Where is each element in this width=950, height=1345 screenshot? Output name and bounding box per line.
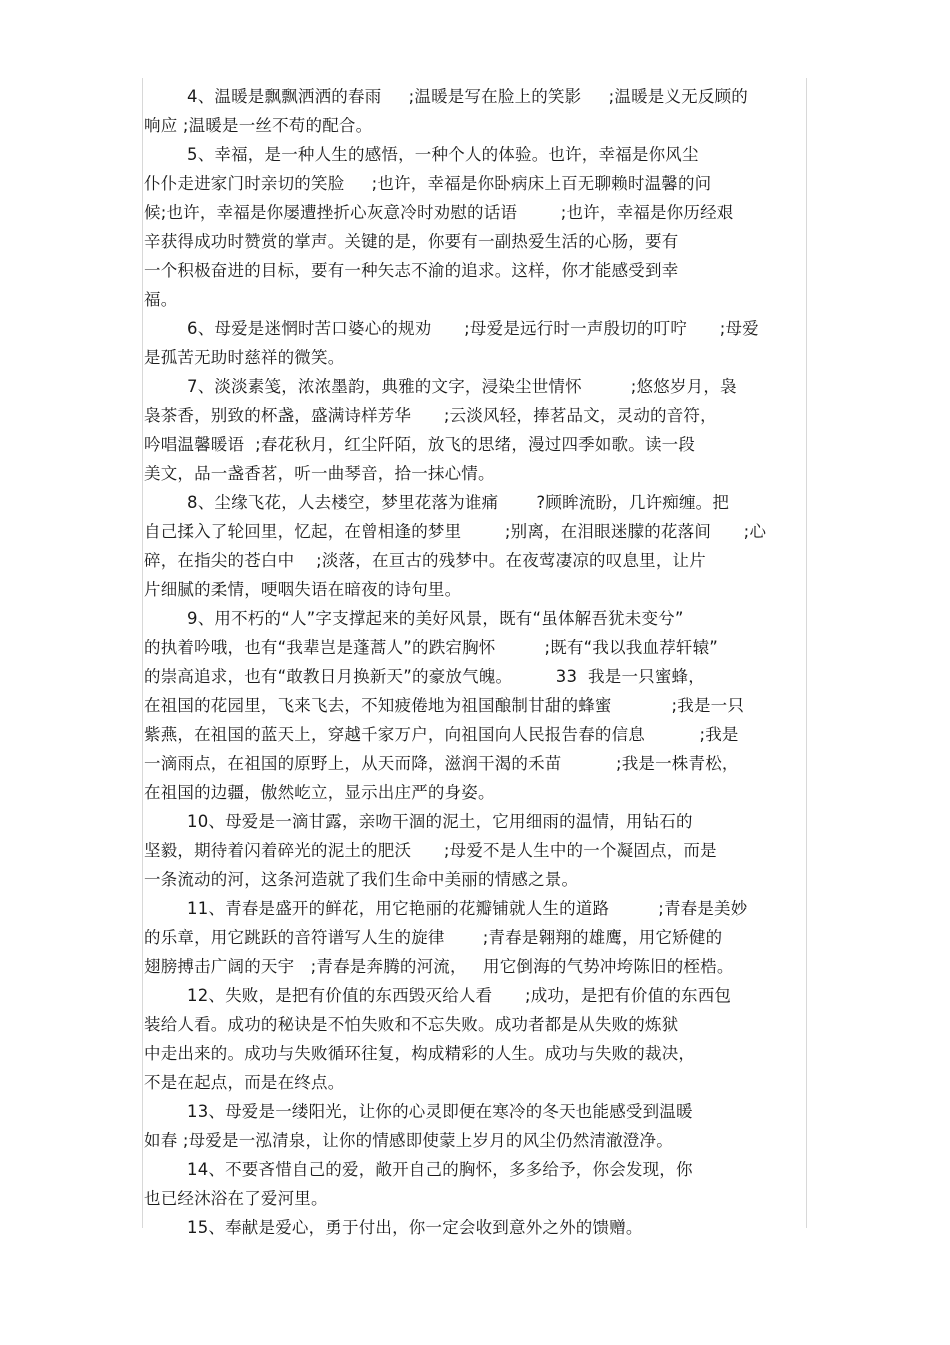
text-line: 12、失败，是把有价值的东西毁灭给人看 ;成功，是把有价值的东西包 <box>187 986 732 1005</box>
text-line: 7、淡淡素笺，浓浓墨韵，典雅的文字，浸染尘世情怀 ;悠悠岁月，袅 <box>187 377 737 396</box>
text-line: 10、母爱是一滴甘露，亲吻干涸的泥土，它用细雨的温情，用钻石的 <box>187 812 693 831</box>
text-line: 袅茶香，别致的杯盏，盛满诗样芳华 ;云淡风轻，捧茗品文，灵动的音符， <box>144 406 717 425</box>
text-line: 美文，品一盏香茗，听一曲琴音，拾一抹心情。 <box>144 464 495 483</box>
text-line: 一个积极奋进的目标，要有一种矢志不渝的追求。这样，你才能感受到幸 <box>144 261 679 280</box>
text-line: 13、母爱是一缕阳光，让你的心灵即便在寒冷的冬天也能感受到温暖 <box>187 1102 693 1121</box>
text-line: 一滴雨点，在祖国的原野上，从天而降，滋润干渴的禾苗 ;我是一株青松， <box>144 754 739 773</box>
text-line: 翅膀搏击广阔的天宇 ;青春是奔腾的河流， 用它倒海的气势冲垮陈旧的桎梏。 <box>144 957 734 976</box>
right-margin-rule <box>806 78 807 1228</box>
text-line: 辛获得成功时赞赏的掌声。关键的是，你要有一副热爱生活的心肠，要有 <box>144 232 679 251</box>
text-line: 8、尘缘飞花，人去楼空，梦里花落为谁痛 ?顾眸流盼，几许痴缠。把 <box>187 493 730 512</box>
text-line: 吟唱温馨暖语 ;春花秋月，红尘阡陌，放飞的思绪，漫过四季如歌。读一段 <box>144 435 696 454</box>
text-line: 11、青春是盛开的鲜花，用它艳丽的花瓣铺就人生的道路 ;青春是美妙 <box>187 899 748 918</box>
text-line: 紫燕，在祖国的蓝天上，穿越千家万户，向祖国向人民报告春的信息 ;我是 <box>144 725 739 744</box>
text-line: 的乐章，用它跳跃的音符谱写人生的旋律 ;青春是翱翔的雄鹰，用它矫健的 <box>144 928 723 947</box>
text-line: 9、用不朽的“人”字支撑起来的美好风景，既有“虽体解吾犹未变兮” <box>187 609 684 628</box>
text-line: 响应 ;温暖是一丝不苟的配合。 <box>144 116 373 135</box>
text-line: 仆仆走进家门时亲切的笑脸 ;也许，幸福是你卧病床上百无聊赖时温馨的问 <box>144 174 712 193</box>
text-line: 如春 ;母爱是一泓清泉，让你的情感即使蒙上岁月的风尘仍然清澈澄净。 <box>144 1131 673 1150</box>
text-line: 中走出来的。成功与失败循环往复，构成精彩的人生。成功与失败的裁决， <box>144 1044 696 1063</box>
text-line: 坚毅，期待着闪着碎光的泥土的肥沃 ;母爱不是人生中的一个凝固点，而是 <box>144 841 717 860</box>
text-line: 也已经沐浴在了爱河里。 <box>144 1189 328 1208</box>
text-line: 5、幸福，是一种人生的感悟，一种个人的体验。也许，幸福是你风尘 <box>187 145 699 164</box>
text-line: 是孤苦无助时慈祥的微笑。 <box>144 348 345 367</box>
text-line: 的崇高追求，也有“敢教日月换新天”的豪放气魄。 33 我是一只蜜蜂， <box>144 667 705 686</box>
text-line: 6、母爱是迷惘时苦口婆心的规劝 ;母爱是远行时一声殷切的叮咛 ;母爱 <box>187 319 759 338</box>
text-line: 的执着吟哦，也有“我辈岂是蓬蒿人”的跌宕胸怀 ;既有“我以我血荐轩辕” <box>144 638 719 657</box>
left-margin-rule <box>142 78 143 1228</box>
text-line: 一条流动的河，这条河造就了我们生命中美丽的情感之景。 <box>144 870 579 889</box>
text-line: 在祖国的花园里，飞来飞去，不知疲倦地为祖国酿制甘甜的蜂蜜 ;我是一只 <box>144 696 745 715</box>
text-line: 不是在起点，而是在终点。 <box>144 1073 345 1092</box>
text-line: 福。 <box>144 290 178 309</box>
text-line: 在祖国的边疆，傲然屹立，显示出庄严的身姿。 <box>144 783 495 802</box>
text-line: 碎，在指尖的苍白中 ;淡落，在亘古的残梦中。在夜莺凄凉的叹息里，让片 <box>144 551 706 570</box>
text-line: 15、奉献是爱心，勇于付出，你一定会收到意外之外的馈赠。 <box>187 1218 643 1237</box>
text-line: 候;也许，幸福是你屡遭挫折心灰意冷时劝慰的话语 ;也许，幸福是你历经艰 <box>144 203 734 222</box>
text-line: 14、不要吝惜自己的爱，敞开自己的胸怀，多多给予，你会发现，你 <box>187 1160 693 1179</box>
text-line: 自己揉入了轮回里，忆起，在曾相逢的梦里 ;别离，在泪眼迷朦的花落间 ;心 <box>144 522 767 541</box>
document-body <box>144 82 804 1242</box>
text-line: 片细腻的柔情，哽咽失语在暗夜的诗句里。 <box>144 580 462 599</box>
text-line: 装给人看。成功的秘诀是不怕失败和不忘失败。成功者都是从失败的炼狱 <box>144 1015 679 1034</box>
text-line: 4、温暖是飘飘洒洒的春雨 ;温暖是写在脸上的笑影 ;温暖是义无反顾的 <box>187 87 748 106</box>
